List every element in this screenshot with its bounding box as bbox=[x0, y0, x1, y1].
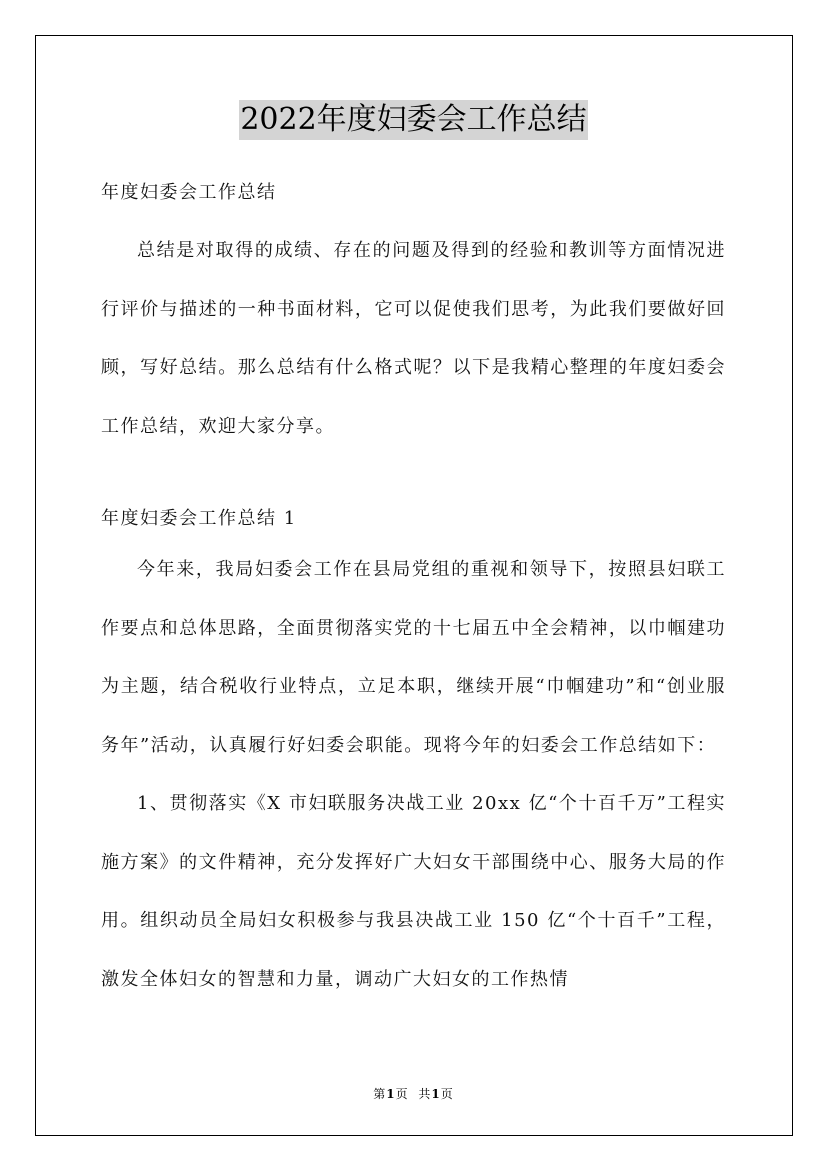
document-title: 2022年度妇委会工作总结 bbox=[239, 100, 587, 140]
footer-page-prefix: 第 bbox=[373, 1087, 387, 1101]
section-body bbox=[101, 541, 726, 1009]
footer-total-suffix: 页 bbox=[440, 1087, 454, 1101]
section-heading: 年度妇委会工作总结 1 bbox=[101, 508, 297, 529]
intro-section bbox=[101, 222, 726, 456]
document-subtitle: 年度妇委会工作总结 bbox=[101, 182, 277, 203]
section-paragraph-1: 今年来，我局妇委会工作在县局党组的重视和领导下，按照县妇联工作要点和总体思路，全面贯彻落实党的十七届五中全会精神，以巾帼建功为主题，结合税收行业特点，立足本职，继续开展“巾帼建功”和“创业服务年”活动，认真履行好妇委会职能。现将今年的妇委会工作总结如下： bbox=[101, 559, 726, 756]
intro-paragraph: 总结是对取得的成绩、存在的问题及得到的经验和教训等方面情况进行评价与描述的一种书面材料，它可以促使我们思考，为此我们要做好回顾，写好总结。那么总结有什么格式呢？以下是我精心整理的年度妇委会工作总结，欢迎大家分享。 bbox=[101, 240, 726, 437]
footer-total-prefix: 共 bbox=[418, 1087, 432, 1101]
page-footer bbox=[0, 1085, 827, 1102]
footer-page-number: 1 bbox=[386, 1087, 396, 1101]
section-paragraph-2: 1、贯彻落实《X 市妇联服务决战工业 20xx 亿“个十百千万”工程实施方案》的文件精神，充分发挥好广大妇女干部围绕中心、服务大局的作用。组织动员全局妇女积极参与我县决战工业 150 亿“个十百千”工程，激发全体妇女的智慧和力量，调动广大妇女的工作热情 bbox=[101, 793, 726, 990]
footer-page-suffix: 页 bbox=[395, 1087, 409, 1101]
footer-total-pages: 1 bbox=[431, 1087, 441, 1101]
title-container bbox=[0, 100, 827, 140]
